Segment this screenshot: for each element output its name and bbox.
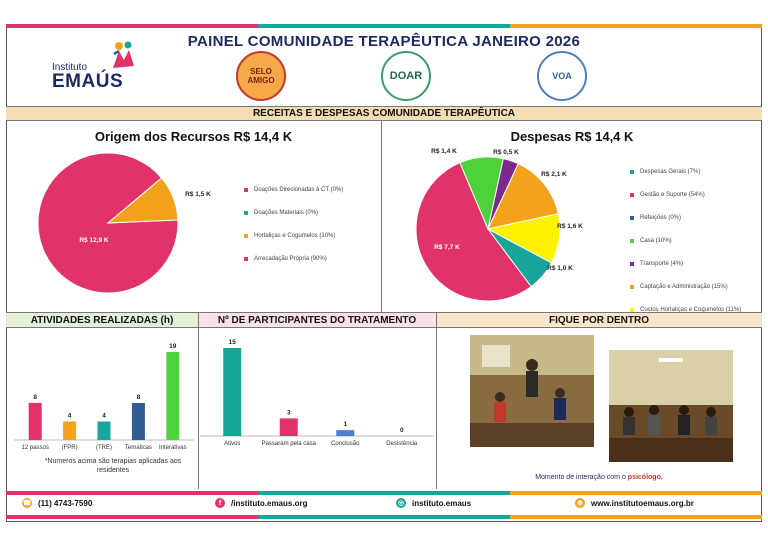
- despesas-legend-item: [630, 183, 762, 206]
- bar-category-label: 12 passos: [21, 445, 49, 451]
- caption-highlight: psicólogo.: [627, 474, 663, 481]
- panel-divider-1: [198, 312, 199, 489]
- bar-value-label: 8: [33, 393, 38, 401]
- legend-label: Captação e Administração (15%): [640, 283, 728, 290]
- legend-swatch: [244, 188, 248, 192]
- participantes-panel-title: Nº DE PARTICIPANTES DO TRATAMENTO: [198, 312, 436, 328]
- panel-divider-2: [436, 312, 437, 489]
- pie-data-label: R$ 0,5 K: [493, 149, 519, 156]
- phone-contact: [22, 498, 92, 508]
- emaus-figure-icon: [110, 40, 136, 70]
- phone-icon: ☎: [22, 500, 32, 507]
- legend-label: Doações Materiais (0%): [254, 209, 319, 216]
- legend-label: Arrecadação Própria (90%): [254, 255, 327, 262]
- pie-data-label: R$ 7,7 K: [434, 244, 460, 251]
- website-text[interactable]: www.institutoemaus.org.br: [591, 498, 694, 508]
- selo-doar-seal: DOAR: [381, 51, 431, 101]
- legend-label: Despesas Gerais (7%): [640, 168, 701, 175]
- origem-legend: [244, 178, 380, 270]
- website-contact[interactable]: [575, 498, 694, 508]
- bar-value-label: 0: [399, 427, 404, 434]
- legend-label: Hortaliças e Cogumelos (10%): [254, 232, 336, 239]
- bar-value-label: 19: [169, 343, 177, 350]
- origem-legend-item: [244, 224, 380, 247]
- bar-value-label: 4: [102, 412, 106, 420]
- logo-big-text: EMAÚS: [52, 71, 124, 92]
- bar: [336, 430, 354, 436]
- bar-category-label: (FPR): [61, 445, 78, 451]
- bar-category-label: Conclusão: [331, 441, 360, 447]
- legend-swatch: [630, 216, 634, 220]
- bar: [132, 403, 145, 440]
- bar-category-label: Interativas: [158, 445, 187, 451]
- pie-data-label: R$ 1,0 K: [547, 265, 573, 272]
- legend-swatch: [630, 262, 634, 266]
- pie-data-label: R$ 1,5 K: [185, 191, 211, 198]
- bar-value-label: 1: [343, 421, 348, 429]
- phone-text: (11) 4743-7590: [38, 498, 93, 508]
- legend-label: Custos Hortaliças e Cogumelos (11%): [640, 306, 742, 313]
- bar-category-label: Ativos: [224, 441, 241, 447]
- despesas-legend-item: [630, 252, 762, 275]
- instagram-contact[interactable]: [396, 498, 471, 508]
- bar-category-label: Tematicas: [124, 445, 152, 451]
- group-photo-1: [470, 335, 594, 447]
- atividades-bar-chart: [10, 330, 196, 455]
- facebook-icon: f: [215, 498, 225, 508]
- despesas-legend: [630, 160, 762, 321]
- legend-label: Refeições (0%): [640, 214, 682, 221]
- globe-icon: ⊕: [575, 498, 585, 508]
- bar-value-label: 8: [136, 393, 141, 401]
- footer-bottom-bar: [6, 515, 762, 519]
- bar: [98, 421, 111, 440]
- despesas-legend-item: [630, 275, 762, 298]
- bar-value-label: 3: [286, 409, 291, 417]
- facebook-contact[interactable]: [215, 498, 307, 508]
- legend-swatch: [244, 211, 248, 215]
- bar-category-label: Passaram pela casa: [261, 441, 316, 447]
- legend-swatch: [244, 234, 248, 238]
- despesas-legend-item: [630, 229, 762, 252]
- photo-caption: [436, 474, 762, 481]
- bar-category-label: Desistência: [386, 441, 418, 447]
- top-color-bar: [6, 24, 762, 28]
- selo-amigo-seal: SELO AMIGO: [236, 51, 286, 101]
- legend-swatch: [630, 170, 634, 174]
- legend-label: Casa (10%): [640, 237, 672, 244]
- legend-swatch: [630, 239, 634, 243]
- bar: [166, 352, 179, 440]
- instituto-emaus-logo: [52, 40, 142, 92]
- origem-legend-item: [244, 247, 380, 270]
- caption-text: Momento de interação com o: [535, 474, 628, 481]
- page-title: PAINEL COMUNIDADE TERAPÊUTICA JANEIRO 2026: [187, 33, 581, 50]
- logo-small-text: Instituto: [52, 62, 88, 73]
- origem-legend-item: [244, 178, 380, 201]
- legend-swatch: [630, 285, 634, 289]
- pie-data-label: R$ 12,9 K: [79, 237, 109, 244]
- bar: [63, 421, 76, 440]
- pie-data-label: R$ 2,1 K: [541, 171, 567, 178]
- fique-panel-title: FIQUE POR DENTRO: [436, 312, 762, 328]
- pie-data-label: R$ 1,6 K: [557, 223, 583, 230]
- facebook-text[interactable]: /instituto.emaus.org: [231, 498, 308, 508]
- atividades-panel-title: ATIVIDADES REALIZADAS (h): [6, 312, 198, 328]
- atividades-note: *Numeros acima são terapias aplicadas aos residentes: [44, 458, 182, 474]
- legend-swatch: [244, 257, 248, 261]
- instagram-icon: ◎: [397, 500, 405, 507]
- bar: [29, 403, 42, 440]
- instagram-text[interactable]: instituto.emaus: [412, 498, 472, 508]
- despesas-chart-title: Despesas R$ 14,4 K: [510, 129, 634, 144]
- charts-divider: [381, 121, 382, 312]
- despesas-legend-item: [630, 206, 762, 229]
- bar-value-label: 4: [67, 412, 72, 420]
- origem-pie-chart: [30, 150, 230, 300]
- legend-label: Transporte (4%): [640, 260, 684, 267]
- despesas-pie-chart: [400, 145, 600, 303]
- participantes-bar-chart: [200, 330, 434, 455]
- bar: [280, 418, 298, 436]
- legend-label: Doações Direcionadas à CT (0%): [254, 186, 344, 193]
- legend-label: Gestão e Suporte (54%): [640, 191, 705, 198]
- bar-value-label: 15: [228, 339, 236, 346]
- legend-swatch: [630, 193, 634, 197]
- origem-chart-title: Origem dos Recursos R$ 14,4 K: [94, 129, 293, 144]
- group-photo-2: [609, 350, 733, 462]
- origem-legend-item: [244, 201, 380, 224]
- despesas-legend-item: [630, 160, 762, 183]
- pie-data-label: R$ 1,4 K: [431, 148, 457, 155]
- footer-top-bar: [6, 491, 762, 495]
- bar-category-label: (TRE): [96, 445, 112, 451]
- bar: [223, 348, 241, 436]
- selo-voa-seal: VOA: [537, 51, 587, 101]
- legend-swatch: [630, 308, 634, 312]
- section-title: RECEITAS E DESPESAS COMUNIDADE TERAPÊUTICA: [6, 106, 762, 121]
